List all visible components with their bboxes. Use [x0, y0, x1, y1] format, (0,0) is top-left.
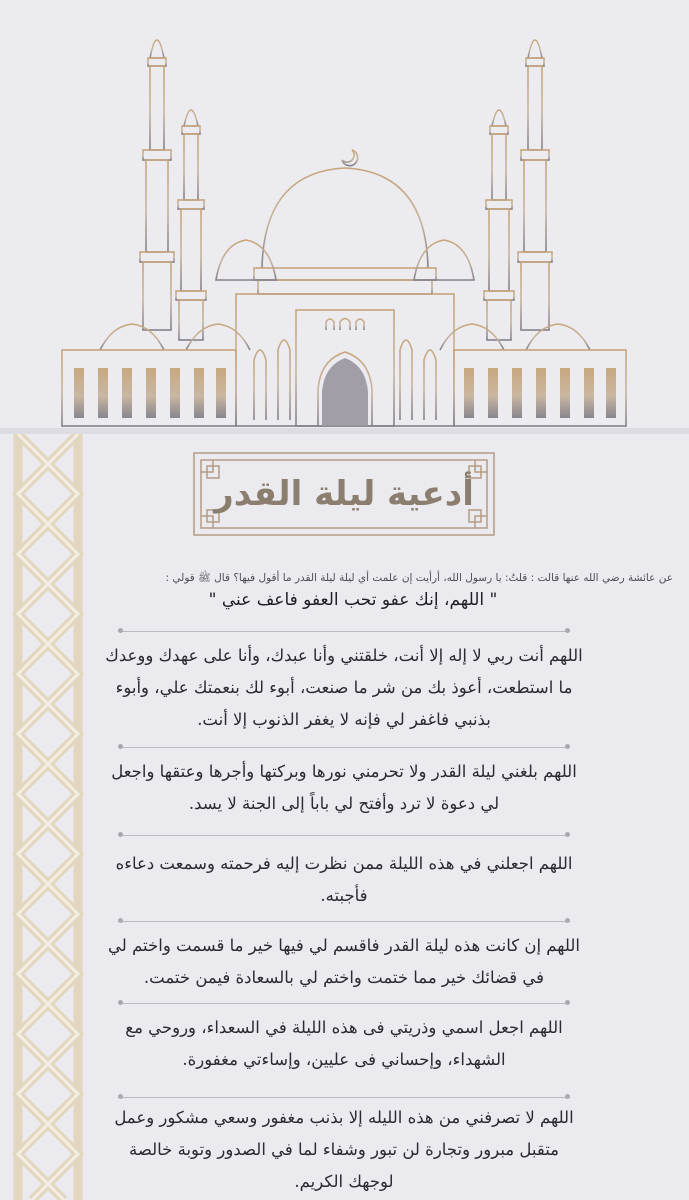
lattice-ornament [0, 434, 90, 1200]
dua-paragraph-6: اللهم لا تصرفني من هذه الليله إلا بذنب مغفور وسعي مشكور وعمل متقبل مبرور وتجارة لن تبور وشفاء لما في الصدور وتوبة خالصة لوجهك الكريم. [114, 1108, 574, 1191]
minaret-right-outer [518, 40, 552, 330]
dua-paragraph-2: اللهم بلغني ليلة القدر ولا تحرمني نورها وبركتها وأجرها وعتقها واجعل لي دعوة لا ترد وأفتح لي باباً إلى الجنة لا يسد. [111, 762, 577, 813]
dua-paragraph-4: اللهم إن كانت هذه ليلة القدر فاقسم لي فيها خير ما قسمت واختم لي في قضائك خير مما ختمت واختم لي بالسعادة فيمن ختمت. [108, 936, 580, 987]
separator [118, 1094, 570, 1102]
dua-paragraph-3: اللهم اجعلني في هذه الليلة ممن نظرت إليه فرحمته وسمعت دعاءه فأجبته. [115, 854, 573, 905]
separator [118, 918, 570, 926]
main-dome [254, 150, 436, 294]
title-frame [193, 452, 495, 536]
separator [118, 1000, 570, 1008]
header-illustration-panel [0, 0, 689, 428]
dua-paragraph-1: اللهم أنت ربي لا إله إلا أنت، خلقتني وأنا عبدك، وأنا على عهدك ووعدك ما استطعت، أعوذ بك من شر ما صنعت، أبوء لك بنعمتك علي، وأبوء بذنبي فاغفر لي فإنه لا يغفر الذنوب إلا أنت. [105, 646, 583, 729]
side-dome-right [414, 240, 474, 280]
minaret-left-outer [140, 40, 174, 330]
mosque-illustration [0, 0, 689, 428]
hadith-quote: " اللهم، إنك عفو تحب العفو فاعف عني " [208, 590, 498, 610]
dua-paragraph-5: اللهم اجعل اسمي وذريتي فى هذه الليلة في السعداء، وروحي مع الشهداء، وإحساني فى عليين، وإساءتي مغفورة. [125, 1018, 563, 1069]
separator [118, 628, 570, 636]
page-title: أدعية ليلة القدر [214, 474, 474, 514]
hadith-intro: عن عائشة رضي الله عنها قالت : قلتُ: يا رسول الله، أرأيت إن علمت أي ليلة ليلة القدر ما أقول فيها؟ قال ﷺ قولي : [165, 572, 673, 584]
separator [118, 832, 570, 840]
minaret-left-inner [176, 110, 206, 340]
side-dome-left [216, 240, 276, 280]
minaret-right-inner [484, 110, 514, 340]
dua-card [0, 434, 689, 1200]
separator [118, 744, 570, 752]
